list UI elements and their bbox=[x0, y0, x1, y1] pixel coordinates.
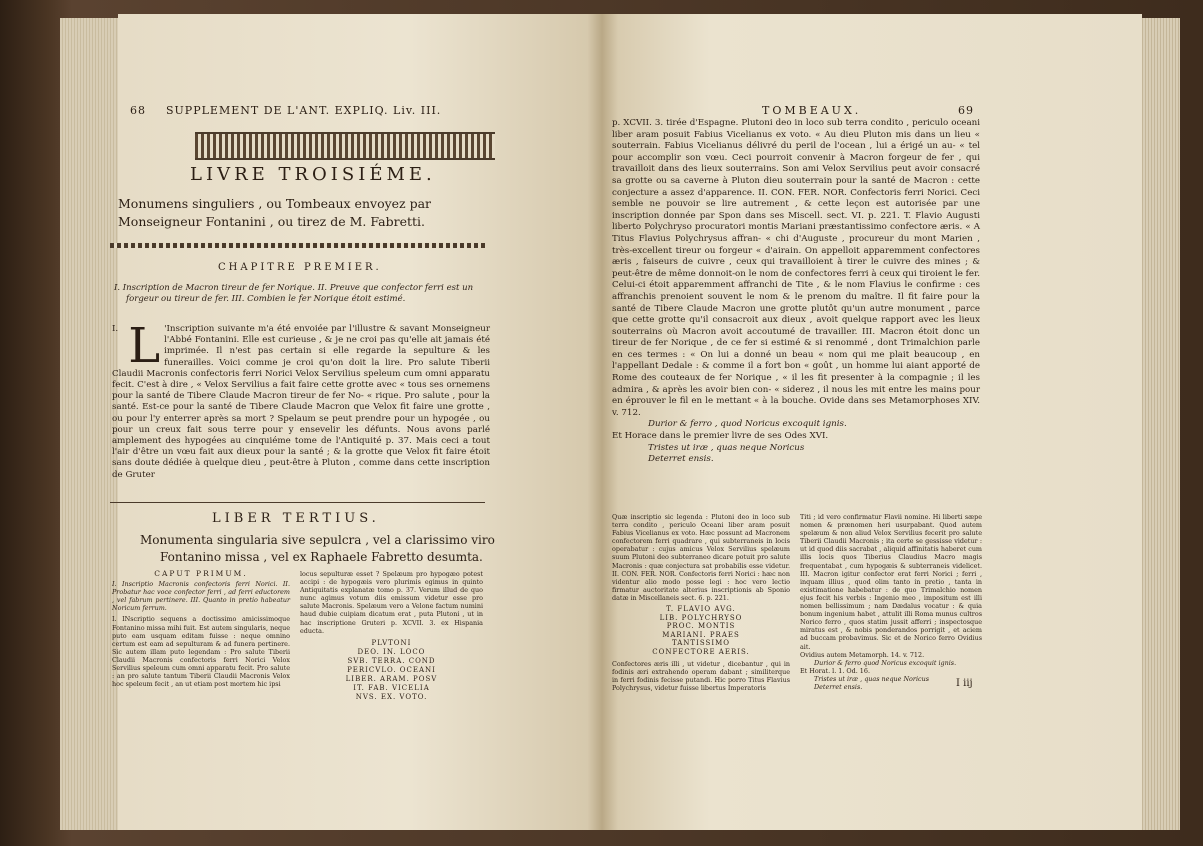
inscription-line: LIBER. ARAM. POSV bbox=[345, 674, 438, 683]
ovid-citation: Ovidius autem Metamorph. 14. v. 712. bbox=[800, 650, 925, 659]
page-edges-left bbox=[60, 18, 120, 830]
summary-line-1: I. Inscription de Macron tireur de fer Norique. II. Preuve que confector ferri est un bbox=[114, 283, 474, 293]
horace-latin-quote-2: Deterret ensis. bbox=[814, 682, 863, 691]
inscription-line: NVS. EX. VOTO. bbox=[355, 692, 428, 701]
inscription-line: PERICVLO. OCEANI bbox=[347, 665, 436, 674]
headpiece-ornament bbox=[195, 132, 495, 160]
french-body-text bbox=[112, 318, 490, 481]
french-paragraph: 'Inscription suivante m'a été envoiée par l'illustre & savant Monseigneur l'Abbé Fontanini. Elle est curieuse , & je ne croi pas qu'elle ait jamais été imprimée. Il n'est pas certain si elle regarde la sepulture & les funerailles. Voici comme je croi qu'on doit la lire. Pro salute Tiberii Claudii Macronis confectoris ferri Norici Velox Servilius speleum cum omni apparatu fecit. C'est à dire , « Velox Servilius a fait faire cette grotte avec « tous ses ornemens pour la santé de Tibere Claude Macron tireur de fer No- « rique. Pro salute , pour la santé. Est-ce pour la santé de Tibere Claude Macron que Velox fit faire une grotte , ou pour l'y enterrer après sa mort ? Spelaum se peut prendre pour un hypogée , ou pour un creux fait sous terre pour y ensevelir les défunts. Nous avons parlé amplement des hypogées au cinquiéme tome de l'Antiquité p. 37. Mais ceci a tout l'air d'être un vœu fait aux dieux pour la santé ; & la grotte que Velox fit faire étoit sans doute dédiée à quelque dieu , peut-être à Pluton , comme dans cette inscription de Gruter bbox=[112, 324, 490, 480]
inscription2-line: T. FLAVIO AVG. bbox=[666, 605, 736, 614]
caput-heading: CAPUT PRIMUM. bbox=[154, 569, 248, 578]
section-divider bbox=[110, 502, 485, 503]
right-latin-body-2: Titi ; id vero confirmatur Flavii nomine. Hi liberti sæpe nomen & prænomen heri usurpabant. Quod autem spelæum & non aliud Velox Servilius fecerit pro salute Tiberii Claudii Macronis ; ita certe se gessisse videtur : ut id quod diis sacrabat , aliquid affinitatis haberet cum illis locis quos Tiberius Claudius Macro magis frequentabat , cum hypogæis & subterraneis videlicet. III. Macron igitur confector erat ferri Norici ; ferri , inquam illius , quod olim tanto in pretio , tanta in existimatione habebatur : de quo Trimalchio nomen ejus fecit his verbis : Ingenio meo , impositum est illi nomen bellissimum ; nam Dædalus vocatur : & quia bonum ingenium habet , attulit illi Roma munus cultros Norico ferro , quos statim jussit afferri ; inspectosque miratus est , & nobis ponderandos porrigit , et aciem ad buccam probavimus. Sic et de Norico ferro Ovidius ait. bbox=[800, 513, 982, 651]
latin-column-2 bbox=[300, 570, 483, 702]
right-latin-column-2 bbox=[800, 513, 982, 691]
summary-line-2: forgeur ou tireur de fer. III. Combien le fer Norique étoit estimé. bbox=[126, 294, 406, 304]
latin-subtitle-2: Fontanino missa , vel ex Raphaele Fabretto desumta. bbox=[160, 550, 483, 564]
latin-body-2: locus sepulturæ esset ? Spelæum pro hypogæo potest accipi : de hypogæis vero plurimis egimus in quinto Antiquitatis explanatæ tomo p. 37. Verum illud de quo nunc agimus votum diis emissum videtur esse pro salute Macronis. Spelæum vero a Velone factum numini haud dubie cuipiam dicatum erat , puta Plutoni , ut in hac inscriptione Gruteri p. XCVII. 3. ex Hispania educta. bbox=[300, 570, 483, 635]
latin-subtitle-1: Monumenta singularia sive sepulcra , vel a clarissimo viro bbox=[140, 533, 495, 547]
inscription2-line: TANTISSIMO bbox=[671, 639, 731, 648]
signature-mark: I iij bbox=[956, 678, 973, 689]
inscription-line: SVB. TERRA. COND bbox=[347, 656, 436, 665]
inscription-line: DEO. IN. LOCO bbox=[357, 647, 426, 656]
right-french-body bbox=[612, 118, 980, 466]
right-page-number: 69 bbox=[958, 104, 974, 117]
left-running-head: SUPPLEMENT DE L'ANT. EXPLIQ. Liv. III. bbox=[166, 104, 442, 117]
section-number: I. bbox=[112, 324, 119, 334]
ovid-latin-quote: Durior & ferro quod Noricus excoquit ignis. bbox=[814, 658, 957, 667]
subtitle-line-2: Monseigneur Fontanini , ou tirez de M. Fabretti. bbox=[118, 214, 425, 229]
left-page-number: 68 bbox=[130, 104, 146, 117]
latin-book-title: LIBER TERTIUS. bbox=[212, 511, 380, 526]
decorative-rule bbox=[110, 243, 485, 248]
horace-quote-1: Tristes ut iræ , quas neque Noricus bbox=[648, 442, 805, 453]
inscription-block bbox=[300, 639, 483, 702]
chapter-heading: CHAPITRE PREMIER. bbox=[218, 262, 382, 273]
inscription-line: PLVTONI bbox=[371, 638, 412, 647]
horace-citation: Et Horat. l. 1. Od. 16. bbox=[800, 666, 870, 675]
latin-summary: I. Inscriptio Macronis confectoris ferri Norici. II. Probatur hac voce confector ferri , ad ferri eductorem , vel fabrum pertinere. III. Quanto in pretio habeatur Noricum ferrum. bbox=[112, 580, 290, 613]
inscription2-block bbox=[612, 605, 790, 657]
inscription2-line: MARIANI. PRAES bbox=[662, 630, 740, 639]
book-title: LIVRE TROISIÉME. bbox=[190, 164, 436, 185]
right-running-head: TOMBEAUX. bbox=[762, 104, 862, 117]
inscription-line: IT. FAB. VICELIA bbox=[353, 683, 430, 692]
right-latin-column-1 bbox=[612, 513, 790, 692]
ovid-quote: Durior & ferro , quod Noricus excoquit ignis. bbox=[648, 419, 847, 430]
latin-body-1: I. INscriptio sequens a doctissimo amicissimoque Fontanino missa mihi fuit. Est autem singularis, neque puto eam usquam editam fuisse : neque omnino certum est eam ad sepulturam & ad funera pertinere. Sic autem illam puto legendam : Pro salute Tiberii Claudii Macronis confectoris ferri Norici Velox Servilius speleum cum omni apparatu fecit. Pro salute : an pro salute tantum Tiberii Claudii Macronis Velox hoc speleum fecit , an ut etiam post mortem hic ipsi bbox=[112, 615, 290, 689]
inscription2-line: CONFECTORE AERIS. bbox=[652, 648, 750, 656]
inscription2-line: PROC. MONTIS bbox=[666, 622, 736, 631]
horace-quote-2: Deterret ensis. bbox=[648, 454, 714, 465]
subtitle-line-1: Monumens singuliers , ou Tombeaux envoyez par bbox=[118, 196, 432, 211]
chapter-summary bbox=[114, 283, 473, 305]
latin-column-1 bbox=[112, 570, 290, 688]
inscription2-line: LIB. POLYCHRYSO bbox=[659, 613, 743, 622]
right-latin-body-1: Quæ inscriptio sic legenda : Plutoni deo in loco sub terra condito , periculo Oceani liber aram posuit Fabius Vicelianus ex voto. Hæc possunt ad Macronem confectorem ferri quadrare , qui subterraneis in locis operabatur : cujus amicus Velox Servilius spelæum suum Plutoni deo subterraneo dicare potuit pro salute Macronis : quæ conjectura sat probabilis esse videtur. II. CON. FER. NOR. Confectoris ferri Norici : hæc non videntur alio modo posse legi : hoc vero lectio firmatur auctoritate alterius inscriptionis ab Sponio datæ in Miscellaneis sect. 6. p. 221. bbox=[612, 513, 790, 602]
right-latin-tail: Confectores æris illi , ut videtur , dicebantur , qui in fodinis æri extrahendo operam dabant ; similiterque in ferri fodinis fecisse putandi. Hic porro Titus Flavius Polychrysus, videtur fuisse libertus Imperatoris bbox=[612, 659, 790, 692]
horace-intro: Et Horace dans le premier livre de ses Odes XVI. bbox=[612, 431, 829, 442]
page-edges-right bbox=[1140, 18, 1180, 830]
horace-latin-quote-1: Tristes ut iræ , quas neque Noricus bbox=[814, 674, 929, 683]
drop-cap: L bbox=[128, 318, 161, 374]
right-french-paragraph: p. XCVII. 3. tirée d'Espagne. Plutoni deo in loco sub terra condito , periculo oceani liber aram posuit Fabius Vicelianus ex voto. « Au dieu Pluton mis dans un lieu « souterrain. Fabius Vicelianus délivré du peril de l'ocean , lui a érigé un au- « tel pour accomplir son vœu. Ceci pourroit convenir à Macron forgeur de fer , qui travailloit dans des lieux souterrains. Son ami Velox Servilius peut avoir consacré sa grotte ou sa caverne à Pluton dieu souterrain pour la santé de Macron : cette conjecture a assez d'apparence. II. CON. FER. NOR. Confectoris ferri Norici. Ceci semble ne pouvoir se lire autrement , & cette leçon est autorisée par une inscription donnée par Spon dans ses Miscell. sect. VI. p. 221. T. Flavio Augusti liberto Polychryso procuratori montis Mariani præstantissimo confectore æris. « A Titus Flavius Polychrysus affran- « chi d'Auguste , procureur du mont Marien , très-excellent tireur ou forgeur « d'airain. On appelloit apparemment confectores æris , faiseurs de cuivre , ceux qui travailloient à tirer le cuivre des mines ; & peut-être de même donnoit-on le nom de confectores ferri à ceux qui tiroient le fer. Celui-ci étoit apparemment affranchi de Tite , & le nom Flavius le confirme : ces affranchis prenoient souvent le nom & le prenom du maître. Il fit faire pour la santé de Tibere Claude Macron une grotte plutôt qu'un autre monument , parce que cette grotte qu'il consacroit aux dieux , avoit quelque rapport avec les lieux souterrains où Macron avoit accoutumé de travailler. III. Macron étoit donc un tireur de fer Norique , de ce fer si estimé & si renommé , dont Trimalchion parle en ces termes : « On lui a donné un beau « nom qui me plait beaucoup , en l'appellant Dedale : & comme il a fort bon « goût , un homme lui aiant apporté de Rome des couteaux de fer Norique , « il les fit presenter à la compagnie ; il les admira , & après les avoir bien con- « siderez , il nous les mit entre les mains pour en éprouver le fil en le mettant « à la bouche. Ovide dans ses Metamorphoses XIV. v. 712. bbox=[612, 118, 980, 418]
